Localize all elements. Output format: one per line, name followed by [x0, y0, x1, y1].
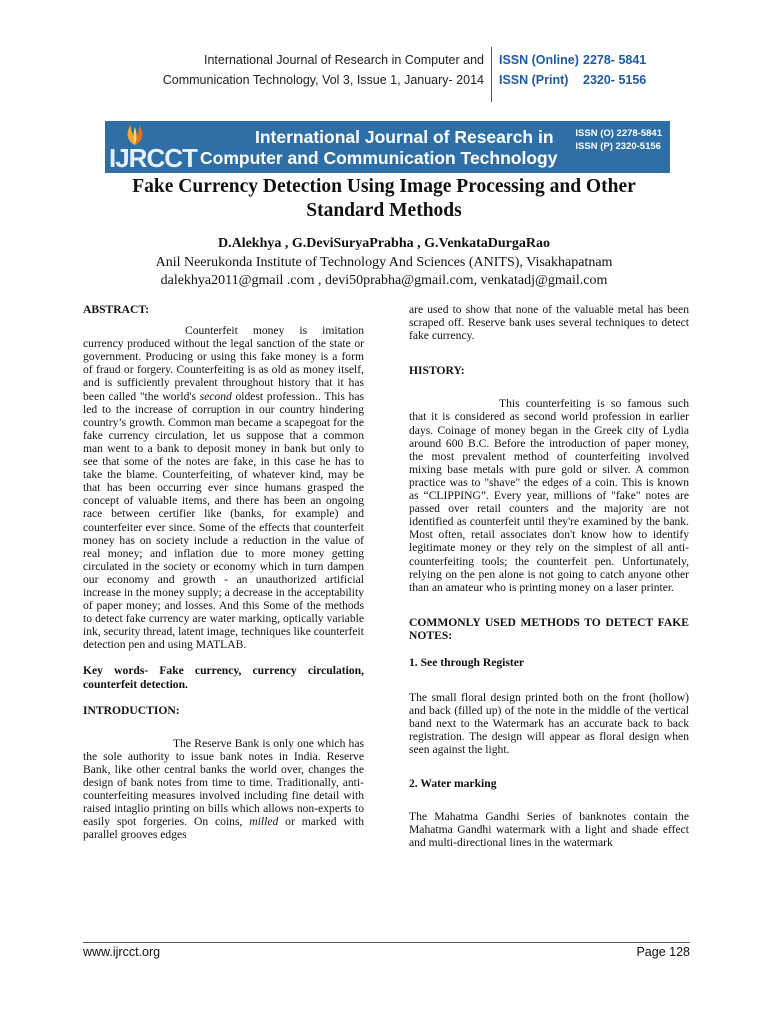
introduction-body — [83, 737, 364, 842]
methods-heading: COMMONLY USED METHODS TO DETECT FAKE NOTES: — [409, 615, 689, 642]
abstract-italic: second — [199, 389, 232, 403]
intro-text-1: The Reserve Bank is only one which has the sole authority to issue bank notes in India. Reserve Bank, like other central banks the world over, changes the design of bank notes from time to time. Traditionally, anti-counterfeiting measures involved including fine detail with raised intaglio printing on bills which allows non-experts to easily spot forgeries. On coins, — [83, 736, 364, 829]
banner-title — [200, 127, 558, 169]
issn-print-label: ISSN (Print) — [499, 73, 569, 87]
journal-banner — [105, 121, 670, 173]
see-through-register-body: The small floral design printed both on the front (hollow) and back (filled up) of the note in the middle of the vertical band next to the Watermark has an accurate back to back registration. The design will appear as floral design when seen against the light. — [409, 691, 689, 757]
water-marking-heading: 2. Water marking — [409, 776, 497, 790]
abstract-text-1: Counterfeit money is imitation currency produced without the legal sanction of the state or government. Producing or using this fake money is a form of fraud or forgery. Counterfeiting is as old as money itself, and is sufficiently prevalent throughout history that it has been called "the world's — [83, 324, 364, 403]
footer-page-number: Page 128 — [636, 945, 690, 959]
abstract-text-2: oldest profession.. This has led to the increase of corruption in our country hindering country’s growth. Common man became a scapegoat for the fake currency circulation, let us suppose that a common man went to a bank to deposit money in bank but only to see that some of the notes are fake, in this case he has to take the blame. Counterfeiting, of whatever kind, may be that has been occurring ever since humans grasped the concept of valuable items, and there has been an ongoing race between certifier like (banks, for example) and counterfeiter ever since. Some of the effects that counterfeit money has on society include a reduction in the value of real money; and inflation due to more money getting circulated in the society or economy which in turn dampen our economy and growth - an unauthorized artificial increase in the money supply; a decrease in the acceptability of paper money; and losses. And this Some of the methods to detect fake currency are water marking, optically variable ink, security thread, latent image, techniques like counterfeit detection pen and using MATLAB. — [83, 389, 364, 652]
see-through-register-heading: 1. See through Register — [409, 655, 525, 669]
intro-italic: milled — [249, 815, 279, 829]
banner-issn-print: ISSN (P) 2320-5156 — [575, 141, 661, 152]
continuation-text: are used to show that none of the valuable metal has been scraped off. Reserve bank uses several techniques to detect fake currency. — [409, 303, 689, 343]
paper-title-line-2: Standard Methods — [306, 200, 462, 221]
paper-affiliation: Anil Neerukonda Institute of Technology And Sciences (ANITS), Visakhapatnam — [155, 255, 613, 270]
banner-issn-online: ISSN (O) 2278-5841 — [575, 128, 662, 139]
paper-title — [80, 175, 688, 223]
journal-logo — [109, 123, 199, 171]
banner-title-line-1: International Journal of Research in — [255, 127, 554, 147]
paper-authors: D.Alekhya , G.DeviSuryaPrabha , G.VenkataDurgaRao — [217, 236, 550, 251]
intro-text-2: or marked with parallel grooves edges — [83, 815, 365, 842]
right-column — [409, 303, 689, 849]
abstract-body — [83, 324, 364, 651]
banner-issn — [575, 127, 662, 153]
issn-block — [499, 50, 646, 90]
history-heading: HISTORY: — [409, 364, 465, 378]
introduction-heading: INTRODUCTION: — [83, 703, 180, 717]
keywords: Key words- Fake currency, currency circulation, counterfeit detection. — [83, 664, 364, 691]
paper-emails: dalekhya2011@gmail .com , devi50prabha@gmail.com, venkatadj@gmail.com — [160, 273, 608, 288]
paper-affiliation-block — [80, 254, 688, 290]
footer-divider — [83, 942, 690, 943]
water-marking-body: The Mahatma Gandhi Series of banknotes contain the Mahatma Gandhi watermark with a light and shade effect and multi-directional lines in the watermark — [409, 809, 689, 849]
paper-title-line-1: Fake Currency Detection Using Image Processing and Other — [132, 176, 636, 197]
issn-online-value: 2278- 5841 — [583, 53, 647, 67]
footer-website: www.ijrcct.org — [83, 945, 161, 959]
header-divider — [491, 47, 492, 102]
journal-citation — [150, 50, 484, 90]
logo-text: IJRCCT — [109, 143, 197, 173]
journal-line-1: International Journal of Research in Computer and — [203, 53, 484, 67]
issn-online-label: ISSN (Online) — [499, 53, 579, 67]
history-body: This counterfeiting is so famous such that it is considered as second world profession in earlier days. Coinage of money began in the Greek city of Lydia around 600 B.C. Before the introduction of paper money, the most prevalent method of counterfeiting involved mixing base metals with pure gold or silver. A common practice was to "shave" the edges of a coin. This is known as “CLIPPING”. Every year, millions of "fake" notes are passed over retail counters and the majority are not identified as counterfeit until they're examined by the bank. Most often, retail associates don't know how to identify legitimate money or they rely on the simplest of all anti-counterfeiting tools; the counterfeit pen. Unfortunately, relying on the pen alone is not going to catch anyone other than an amateur who is printing money on a laser printer. — [409, 397, 689, 594]
banner-title-line-2: Computer and Communication Technology — [200, 148, 558, 168]
abstract-heading: ABSTRACT: — [83, 303, 150, 316]
left-column — [83, 303, 364, 841]
issn-print-value: 2320- 5156 — [583, 73, 647, 87]
journal-line-2: Communication Technology, Vol 3, Issue 1, January- 2014 — [162, 73, 484, 87]
